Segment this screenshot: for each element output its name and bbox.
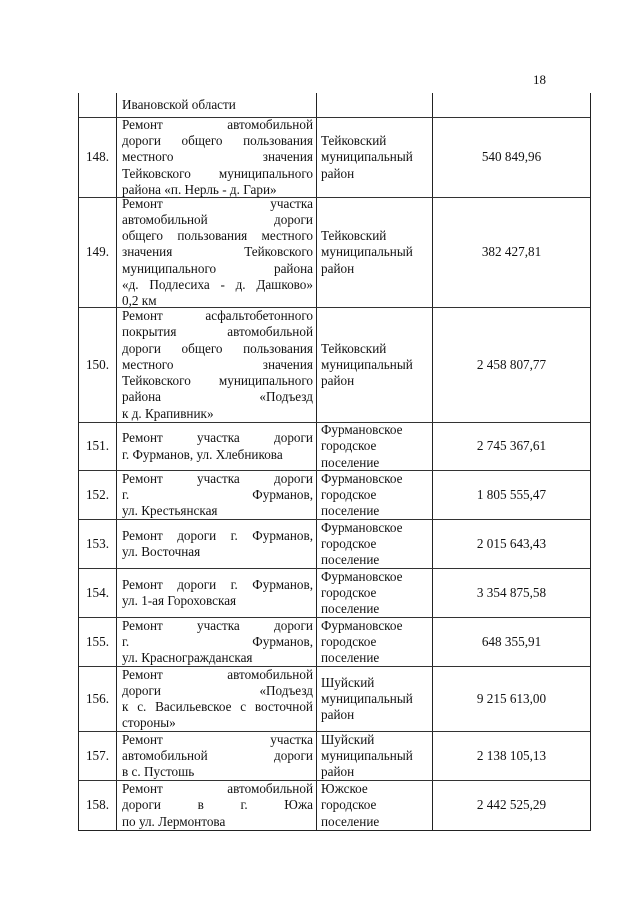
- description-line: ул. 1-ая Гороховская: [122, 593, 237, 608]
- description-line: ул. Красногражданская: [122, 650, 253, 666]
- table-row: [79, 470, 590, 519]
- description-line: дороги в г. Южа: [122, 797, 313, 813]
- district-cell: [317, 471, 433, 519]
- row-number: 156.: [85, 690, 110, 706]
- amount-cell: [433, 198, 590, 307]
- district-line: Тейковский: [321, 340, 387, 356]
- table-row: [79, 666, 590, 731]
- number-cell: [79, 198, 117, 307]
- district-line: муниципальный: [321, 149, 413, 165]
- district-line: район: [321, 764, 355, 780]
- description-line: к д. Крапивник»: [122, 405, 214, 421]
- amount-value: 2 015 643,43: [476, 535, 547, 551]
- district-line: район: [321, 165, 355, 181]
- table-row: [79, 617, 590, 666]
- description-line: «д. Подлесиха - д. Дашково»: [122, 276, 313, 292]
- district-line: муниципальный: [321, 356, 413, 372]
- district-line: район: [321, 707, 355, 723]
- district-line: поселение: [321, 813, 380, 829]
- description-line: покрытия автомобильной: [122, 324, 313, 340]
- description-line: Тейковского муниципального: [122, 165, 313, 181]
- description-line: района «Подъезд: [122, 389, 313, 405]
- district-cell: [317, 667, 433, 731]
- district-cell: [317, 520, 433, 568]
- description-cell: [117, 93, 317, 117]
- amount-value: 540 849,96: [481, 149, 542, 165]
- description-line: г. Фурманов,: [122, 633, 313, 649]
- description-cell: [117, 667, 317, 731]
- amount-cell: [433, 781, 590, 830]
- row-number: 155.: [85, 633, 110, 649]
- district-line: поселение: [321, 650, 380, 666]
- row-number: 154.: [85, 584, 110, 600]
- amount-value: 382 427,81: [481, 244, 542, 260]
- district-line: поселение: [321, 503, 380, 519]
- district-cell: [317, 781, 433, 830]
- description-cell: [117, 118, 317, 197]
- amount-cell: [433, 471, 590, 519]
- amount-value: 9 215 613,00: [476, 690, 547, 706]
- district-line: Южское: [321, 781, 368, 797]
- description-line: Ремонт участка: [122, 195, 313, 211]
- amount-cell: [433, 308, 590, 422]
- district-line: городское: [321, 797, 377, 813]
- description-cell: [117, 569, 317, 617]
- district-cell: [317, 118, 433, 197]
- amount-cell: [433, 667, 590, 731]
- number-cell: [79, 520, 117, 568]
- district-line: городское: [321, 535, 377, 551]
- amount-value: 2 138 105,13: [476, 747, 547, 763]
- row-number: 150.: [85, 356, 110, 372]
- description-line: Ремонт дороги г. Фурманов,: [122, 576, 313, 592]
- table-row: [79, 197, 590, 307]
- description-cell: [117, 781, 317, 830]
- description-line: Ремонт дороги г. Фурманов,: [122, 527, 313, 543]
- description-cell: [117, 423, 317, 470]
- district-line: район: [321, 373, 355, 389]
- number-cell: [79, 93, 117, 117]
- description-line: Ремонт участка дороги: [122, 617, 313, 633]
- number-cell: [79, 618, 117, 666]
- table-row: [79, 117, 590, 197]
- description-line: Ремонт участка дороги: [122, 430, 313, 446]
- amount-cell: [433, 618, 590, 666]
- district-line: район: [321, 260, 355, 276]
- amount-value: 2 458 807,77: [476, 356, 547, 372]
- description-line: Ремонт участка: [122, 731, 313, 747]
- amount-value: 1 805 555,47: [476, 486, 547, 502]
- district-line: городское: [321, 584, 377, 600]
- description-line: 0,2 км: [122, 293, 157, 309]
- number-cell: [79, 781, 117, 830]
- row-number: 158.: [85, 797, 110, 813]
- district-line: муниципальный: [321, 690, 413, 706]
- row-number: 153.: [85, 535, 110, 551]
- description-cell: [117, 195, 317, 309]
- amount-value: 2 442 525,29: [476, 797, 547, 813]
- district-line: Шуйский: [321, 731, 375, 747]
- row-number: 157.: [85, 747, 110, 763]
- description-line: автомобильной дороги: [122, 747, 313, 763]
- district-line: Тейковский: [321, 133, 387, 149]
- table-row: [79, 307, 590, 422]
- amount-value: 648 355,91: [481, 633, 542, 649]
- district-cell: [317, 93, 433, 117]
- row-number: 151.: [85, 438, 110, 454]
- amount-cell: [433, 732, 590, 780]
- description-line: местного значения: [122, 356, 313, 372]
- description-line: г. Фурманов,: [122, 486, 313, 502]
- description-line: автомобильной дороги: [122, 212, 313, 227]
- description-line: Ивановской области: [122, 96, 236, 112]
- description-line: дороги «Подъезд: [122, 682, 313, 698]
- description-line: г. Фурманов, ул. Хлебникова: [122, 446, 283, 462]
- projects-table: [78, 93, 591, 831]
- description-cell: [117, 618, 317, 666]
- district-line: Фурмановское: [321, 470, 403, 486]
- district-line: городское: [321, 633, 377, 649]
- district-line: Фурмановское: [321, 568, 403, 584]
- row-number: 152.: [85, 486, 110, 502]
- description-line: местного значения: [122, 149, 313, 165]
- description-cell: [117, 520, 317, 568]
- page-number: 18: [533, 72, 546, 87]
- district-line: поселение: [321, 601, 380, 617]
- row-number: 148.: [85, 149, 110, 165]
- district-cell: [317, 198, 433, 307]
- description-line: значения Тейковского: [122, 244, 313, 260]
- table-row: [79, 731, 590, 780]
- district-line: Фурмановское: [321, 422, 403, 438]
- district-cell: [317, 618, 433, 666]
- description-line: дороги общего пользования: [122, 133, 313, 149]
- description-line: муниципального района: [122, 260, 313, 276]
- description-line: стороны»: [122, 715, 176, 731]
- description-cell: [117, 308, 317, 422]
- description-line: дороги общего пользования: [122, 340, 313, 356]
- district-line: поселение: [321, 552, 380, 568]
- description-line: ул. Восточная: [122, 544, 201, 559]
- district-line: городское: [321, 438, 377, 454]
- description-line: Ремонт автомобильной: [122, 666, 313, 682]
- description-line: Ремонт асфальтобетонного: [122, 308, 313, 324]
- description-line: ул. Крестьянская: [122, 503, 218, 519]
- table-row: [79, 519, 590, 568]
- description-line: Ремонт участка дороги: [122, 470, 313, 486]
- description-line: Ремонт автомобильной: [122, 117, 313, 132]
- district-cell: [317, 308, 433, 422]
- amount-cell: [433, 118, 590, 197]
- amount-cell: [433, 569, 590, 617]
- district-line: Фурмановское: [321, 519, 403, 535]
- district-line: Фурмановское: [321, 617, 403, 633]
- number-cell: [79, 569, 117, 617]
- number-cell: [79, 308, 117, 422]
- description-line: по ул. Лермонтова: [122, 813, 226, 829]
- district-cell: [317, 732, 433, 780]
- row-number: 149.: [85, 244, 110, 260]
- district-line: Шуйский: [321, 674, 375, 690]
- continuation-row: [79, 93, 590, 117]
- description-line: Тейковского муниципального: [122, 373, 313, 389]
- description-line: Ремонт автомобильной: [122, 781, 313, 797]
- description-line: в с. Пустошь: [122, 764, 195, 780]
- table-row: [79, 422, 590, 470]
- district-cell: [317, 569, 433, 617]
- amount-value: 2 745 367,61: [476, 438, 547, 454]
- district-cell: [317, 423, 433, 470]
- number-cell: [79, 667, 117, 731]
- district-line: муниципальный: [321, 747, 413, 763]
- amount-value: 3 354 875,58: [476, 584, 547, 600]
- amount-cell: [433, 423, 590, 470]
- number-cell: [79, 471, 117, 519]
- description-line: общего пользования местного: [122, 228, 313, 244]
- amount-cell: [433, 520, 590, 568]
- district-line: Тейковский: [321, 228, 387, 244]
- description-cell: [117, 471, 317, 519]
- description-cell: [117, 732, 317, 780]
- number-cell: [79, 732, 117, 780]
- description-line: района «п. Нерль - д. Гари»: [122, 181, 277, 197]
- table-row: [79, 780, 590, 830]
- number-cell: [79, 118, 117, 197]
- district-line: поселение: [321, 454, 380, 470]
- amount-cell: [433, 93, 590, 117]
- district-line: муниципальный: [321, 244, 413, 260]
- district-line: городское: [321, 486, 377, 502]
- description-line: к с. Васильевское с восточной: [122, 699, 313, 714]
- table-row: [79, 568, 590, 617]
- number-cell: [79, 423, 117, 470]
